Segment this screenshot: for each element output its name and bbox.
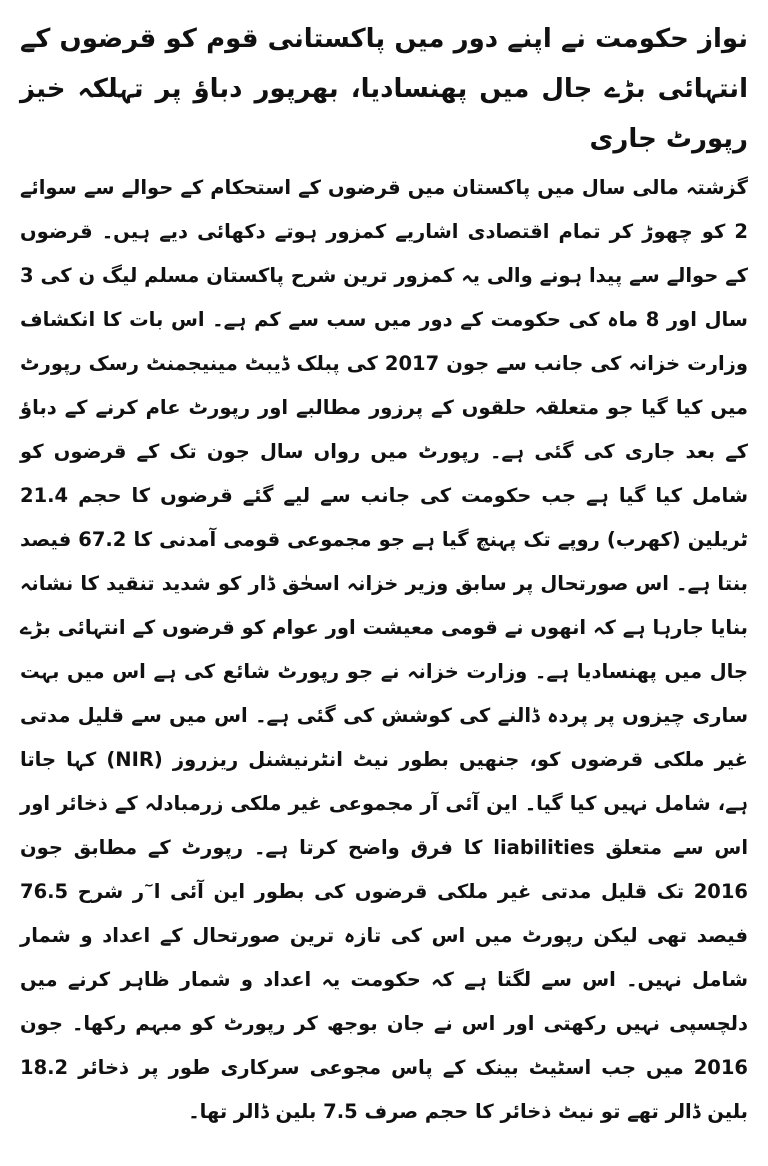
article-body: گزشتہ مالی سال میں پاکستان میں قرضوں کے استحکام کے حوالے سے سوائے 2 کو چھوڑ کر تمام اقتصادی اشاریے کمزور ہوتے دکھائی دیے ہیں۔ قرضوں کے حوالے سے پیدا ہونے والی یہ کمزور ترین شرح پاکستان مسلم لیگ ن کی 3 سال اور 8 ماہ کی حکومت کے دور میں سب سے کم ہے۔ اس بات کا انکشاف وزارت خزانہ کی جانب سے جون 2017 کی پبلک ڈیبٹ مینیجمنٹ رسک رپورٹ میں کیا گیا جو متعلقہ حلقوں کے پرزور مطالبے اور رپورٹ عام کرنے کے دباؤ کے بعد جاری کی گئی ہے۔ رپورٹ میں رواں سال جون تک کے قرضوں کو شامل کیا گیا ہے جب حکومت کی جانب سے لیے گئے قرضوں کا حجم 21.4 ٹریلین (کھرب) روپے تک پہنچ گیا ہے جو مجموعی قومی آمدنی کا 67.2 فیصد بنتا ہے۔ اس صورتحال پر سابق وزیر خزانہ اسحٰق ڈار کو شدید تنقید کا نشانہ بنایا جارہا ہے کہ انھوں نے قومی معیشت اور عوام کو قرضوں کے انتہائی بڑے جال میں پھنسادیا ہے۔ وزارت خزانہ نے جو رپورٹ شائع کی ہے اس میں بہت ساری چیزوں پر پردہ ڈالنے کی کوشش کی گئی ہے۔ اس میں سے قلیل مدتی غیر ملکی قرضوں کو، جنھیں بطور نیٹ انٹرنیشنل ریزروز (NIR) کہا جاتا ہے، شامل نہیں کیا گیا۔ این آئی آر مجموعی غیر ملکی زرمبادلہ کے ذخائر اور اس سے متعلق liabilities کا فرق واضح کرتا ہے۔ رپورٹ کے مطابق جون 2016 تک قلیل مدتی غیر ملکی قرضوں کی بطور این آئی ا ٓر شرح 76.5 فیصد تھی لیکن رپورٹ میں اس کی تازہ ترین صورتحال کے اعداد و شمار شامل نہیں۔ اس سے لگتا ہے کہ حکومت یہ اعداد و شمار ظاہر کرنے میں دلچسپی نہیں رکھتی اور اس نے جان بوجھ کر رپورٹ کو مبہم رکھا۔ جون 2016 میں جب اسٹیٹ بینک کے پاس مجوعی سرکاری طور پر ذخائر 18.2 بلین ڈالر تھے تو نیٹ ذخائر کا حجم صرف 7.5 بلین ڈالر تھا۔ [20,176,749,1123]
article-headline: نواز حکومت نے اپنے دور میں پاکستانی قوم کو قرضوں کے انتہائی بڑے جال میں پھنسادیا، بھرپور دباؤ پر تہلکہ خیز رپورٹ جاری [20,24,748,154]
